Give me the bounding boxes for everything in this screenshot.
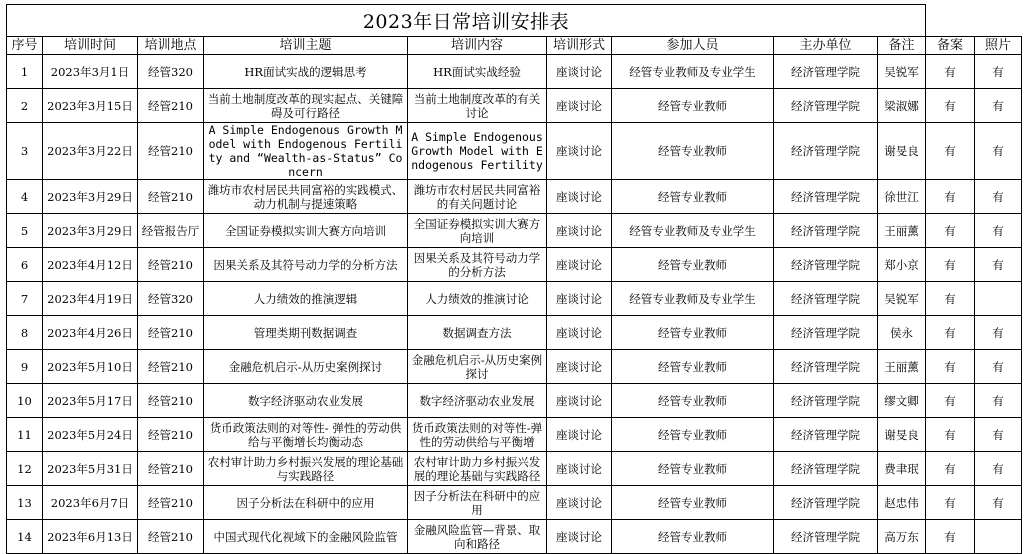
cell-date: 2023年6月7日 xyxy=(43,486,138,520)
cell-host: 经济管理学院 xyxy=(774,486,878,520)
cell-photo: 有 xyxy=(975,316,1022,350)
cell-photo: 有 xyxy=(975,452,1022,486)
cell-format: 座谈讨论 xyxy=(547,350,612,384)
cell-note: 高万东 xyxy=(878,520,926,554)
cell-note: 谢旻良 xyxy=(878,418,926,452)
header-no: 序号 xyxy=(7,37,43,55)
table-row xyxy=(7,418,1022,452)
cell-content: 当前土地制度改革的有关讨论 xyxy=(408,89,547,123)
header-topic: 培训主题 xyxy=(204,37,408,55)
cell-place: 经管210 xyxy=(138,384,204,418)
cell-record: 有 xyxy=(926,282,975,316)
header-photo: 照片 xyxy=(975,37,1022,55)
cell-host: 经济管理学院 xyxy=(774,316,878,350)
cell-host: 经济管理学院 xyxy=(774,123,878,180)
cell-participants: 经管专业教师 xyxy=(612,452,774,486)
cell-place: 经管320 xyxy=(138,282,204,316)
cell-content: 金融危机启示-从历史案例探讨 xyxy=(408,350,547,384)
cell-topic: 数字经济驱动农业发展 xyxy=(204,384,408,418)
cell-participants: 经管专业教师 xyxy=(612,418,774,452)
cell-place: 经管210 xyxy=(138,123,204,180)
cell-record: 有 xyxy=(926,89,975,123)
cell-photo: 有 xyxy=(975,418,1022,452)
cell-participants: 经管专业教师及专业学生 xyxy=(612,282,774,316)
cell-place: 经管210 xyxy=(138,486,204,520)
cell-note: 侯永 xyxy=(878,316,926,350)
cell-record: 有 xyxy=(926,55,975,89)
cell-content: HR面试实战经验 xyxy=(408,55,547,89)
cell-no: 4 xyxy=(7,180,43,214)
cell-date: 2023年4月19日 xyxy=(43,282,138,316)
cell-participants: 经管专业教师及专业学生 xyxy=(612,55,774,89)
table-row xyxy=(7,316,1022,350)
cell-participants: 经管专业教师及专业学生 xyxy=(612,214,774,248)
cell-participants: 经管专业教师 xyxy=(612,248,774,282)
cell-place: 经管210 xyxy=(138,452,204,486)
cell-host: 经济管理学院 xyxy=(774,214,878,248)
cell-host: 经济管理学院 xyxy=(774,384,878,418)
cell-note: 郑小京 xyxy=(878,248,926,282)
title-spacer xyxy=(926,5,975,37)
cell-note: 谢旻良 xyxy=(878,123,926,180)
cell-topic: 因果关系及其符号动力学的分析方法 xyxy=(204,248,408,282)
cell-note: 吴锐军 xyxy=(878,282,926,316)
cell-format: 座谈讨论 xyxy=(547,180,612,214)
table-row xyxy=(7,248,1022,282)
cell-content: 金融风险监管—背景、取向和路径 xyxy=(408,520,547,554)
header-content: 培训内容 xyxy=(408,37,547,55)
cell-topic: 人力绩效的推演逻辑 xyxy=(204,282,408,316)
cell-participants: 经管专业教师 xyxy=(612,486,774,520)
cell-content: 全国证券模拟实训大赛方向培训 xyxy=(408,214,547,248)
header-host: 主办单位 xyxy=(774,37,878,55)
cell-date: 2023年3月1日 xyxy=(43,55,138,89)
title-spacer xyxy=(975,5,1022,37)
cell-photo: 有 xyxy=(975,384,1022,418)
cell-format: 座谈讨论 xyxy=(547,452,612,486)
cell-date: 2023年5月10日 xyxy=(43,350,138,384)
cell-topic: 管理类期刊数据调查 xyxy=(204,316,408,350)
cell-photo: 有 xyxy=(975,486,1022,520)
cell-record: 有 xyxy=(926,520,975,554)
title-row xyxy=(7,5,1022,37)
cell-topic: 因子分析法在科研中的应用 xyxy=(204,486,408,520)
cell-no: 5 xyxy=(7,214,43,248)
table-row xyxy=(7,89,1022,123)
cell-no: 7 xyxy=(7,282,43,316)
cell-record: 有 xyxy=(926,486,975,520)
cell-record: 有 xyxy=(926,248,975,282)
cell-no: 3 xyxy=(7,123,43,180)
cell-host: 经济管理学院 xyxy=(774,282,878,316)
cell-topic: 金融危机启示-从历史案例探讨 xyxy=(204,350,408,384)
cell-topic: HR面试实战的逻辑思考 xyxy=(204,55,408,89)
cell-format: 座谈讨论 xyxy=(547,123,612,180)
cell-host: 经济管理学院 xyxy=(774,55,878,89)
header-date: 培训时间 xyxy=(43,37,138,55)
cell-record: 有 xyxy=(926,350,975,384)
training-schedule-table xyxy=(6,4,1022,554)
header-note: 备注 xyxy=(878,37,926,55)
cell-format: 座谈讨论 xyxy=(547,89,612,123)
cell-topic: 中国式现代化视域下的金融风险监管 xyxy=(204,520,408,554)
cell-content: 数字经济驱动农业发展 xyxy=(408,384,547,418)
cell-host: 经济管理学院 xyxy=(774,350,878,384)
cell-host: 经济管理学院 xyxy=(774,520,878,554)
cell-place: 经管320 xyxy=(138,55,204,89)
cell-photo xyxy=(975,520,1022,554)
cell-date: 2023年4月12日 xyxy=(43,248,138,282)
cell-date: 2023年5月31日 xyxy=(43,452,138,486)
table-row xyxy=(7,214,1022,248)
cell-note: 王丽薰 xyxy=(878,214,926,248)
cell-note: 费聿珉 xyxy=(878,452,926,486)
cell-date: 2023年4月26日 xyxy=(43,316,138,350)
table-row xyxy=(7,282,1022,316)
cell-format: 座谈讨论 xyxy=(547,214,612,248)
cell-content: 货币政策法则的对等性-弹性的劳动供给与平衡增 xyxy=(408,418,547,452)
header-format: 培训形式 xyxy=(547,37,612,55)
cell-photo: 有 xyxy=(975,180,1022,214)
cell-no: 10 xyxy=(7,384,43,418)
cell-topic: 当前土地制度改革的现实起点、关键障碍及可行路径 xyxy=(204,89,408,123)
cell-format: 座谈讨论 xyxy=(547,282,612,316)
cell-content: 因果关系及其符号动力学的分析方法 xyxy=(408,248,547,282)
cell-place: 经管210 xyxy=(138,248,204,282)
cell-participants: 经管专业教师 xyxy=(612,123,774,180)
cell-no: 8 xyxy=(7,316,43,350)
cell-topic: A Simple Endogenous Growth Model with Endogenous Fertility and “Wealth-as-Status” Concern xyxy=(204,123,408,180)
cell-host: 经济管理学院 xyxy=(774,89,878,123)
cell-place: 经管210 xyxy=(138,520,204,554)
cell-format: 座谈讨论 xyxy=(547,316,612,350)
table-row xyxy=(7,350,1022,384)
cell-record: 有 xyxy=(926,316,975,350)
header-row xyxy=(7,37,1022,55)
cell-format: 座谈讨论 xyxy=(547,486,612,520)
cell-topic: 货币政策法则的对等性- 弹性的劳动供给与平衡增长均衡动态 xyxy=(204,418,408,452)
cell-note: 吴锐军 xyxy=(878,55,926,89)
cell-note: 梁淑娜 xyxy=(878,89,926,123)
cell-record: 有 xyxy=(926,452,975,486)
table-row xyxy=(7,123,1022,180)
cell-format: 座谈讨论 xyxy=(547,384,612,418)
cell-record: 有 xyxy=(926,418,975,452)
cell-place: 经管210 xyxy=(138,418,204,452)
table-row xyxy=(7,520,1022,554)
cell-format: 座谈讨论 xyxy=(547,248,612,282)
table-title: 2023年日常培训安排表 xyxy=(7,5,926,37)
cell-content: 农村审计助力乡村振兴发展的理论基础与实践路径 xyxy=(408,452,547,486)
cell-no: 2 xyxy=(7,89,43,123)
cell-participants: 经管专业教师 xyxy=(612,520,774,554)
cell-no: 12 xyxy=(7,452,43,486)
cell-note: 缪文卿 xyxy=(878,384,926,418)
cell-record: 有 xyxy=(926,123,975,180)
cell-date: 2023年5月24日 xyxy=(43,418,138,452)
cell-host: 经济管理学院 xyxy=(774,180,878,214)
cell-record: 有 xyxy=(926,180,975,214)
cell-note: 徐世江 xyxy=(878,180,926,214)
cell-content: 因子分析法在科研中的应用 xyxy=(408,486,547,520)
cell-photo: 有 xyxy=(975,123,1022,180)
cell-no: 14 xyxy=(7,520,43,554)
cell-date: 2023年3月15日 xyxy=(43,89,138,123)
cell-content: 人力绩效的推演讨论 xyxy=(408,282,547,316)
table-row xyxy=(7,180,1022,214)
cell-content: A Simple Endogenous Growth Model with Endogenous Fertility xyxy=(408,123,547,180)
cell-record: 有 xyxy=(926,214,975,248)
cell-photo: 有 xyxy=(975,89,1022,123)
cell-topic: 农村审计助力乡村振兴发展的理论基础与实践路径 xyxy=(204,452,408,486)
cell-place: 经管210 xyxy=(138,180,204,214)
cell-photo xyxy=(975,282,1022,316)
cell-format: 座谈讨论 xyxy=(547,418,612,452)
cell-topic: 潍坊市农村居民共同富裕的实践模式、动力机制与提速策略 xyxy=(204,180,408,214)
cell-date: 2023年3月29日 xyxy=(43,180,138,214)
cell-photo: 有 xyxy=(975,214,1022,248)
cell-participants: 经管专业教师 xyxy=(612,350,774,384)
cell-date: 2023年6月13日 xyxy=(43,520,138,554)
cell-place: 经管报告厅 xyxy=(138,214,204,248)
cell-host: 经济管理学院 xyxy=(774,248,878,282)
cell-content: 数据调查方法 xyxy=(408,316,547,350)
cell-photo: 有 xyxy=(975,350,1022,384)
cell-note: 赵忠伟 xyxy=(878,486,926,520)
table-row xyxy=(7,452,1022,486)
cell-no: 13 xyxy=(7,486,43,520)
cell-date: 2023年3月22日 xyxy=(43,123,138,180)
cell-place: 经管210 xyxy=(138,350,204,384)
cell-note: 王丽薰 xyxy=(878,350,926,384)
table-row xyxy=(7,384,1022,418)
cell-host: 经济管理学院 xyxy=(774,418,878,452)
cell-date: 2023年3月29日 xyxy=(43,214,138,248)
cell-date: 2023年5月17日 xyxy=(43,384,138,418)
cell-photo: 有 xyxy=(975,55,1022,89)
cell-place: 经管210 xyxy=(138,89,204,123)
cell-no: 9 xyxy=(7,350,43,384)
cell-topic: 全国证券模拟实训大赛方向培训 xyxy=(204,214,408,248)
header-place: 培训地点 xyxy=(138,37,204,55)
table-row xyxy=(7,486,1022,520)
cell-participants: 经管专业教师 xyxy=(612,180,774,214)
cell-photo: 有 xyxy=(975,248,1022,282)
cell-participants: 经管专业教师 xyxy=(612,89,774,123)
cell-content: 潍坊市农村居民共同富裕的有关问题讨论 xyxy=(408,180,547,214)
cell-participants: 经管专业教师 xyxy=(612,316,774,350)
table-row xyxy=(7,55,1022,89)
cell-place: 经管210 xyxy=(138,316,204,350)
cell-no: 6 xyxy=(7,248,43,282)
cell-participants: 经管专业教师 xyxy=(612,384,774,418)
training-schedule-sheet xyxy=(6,4,1021,551)
header-record: 备案 xyxy=(926,37,975,55)
cell-format: 座谈讨论 xyxy=(547,55,612,89)
header-participants: 参加人员 xyxy=(612,37,774,55)
cell-no: 1 xyxy=(7,55,43,89)
cell-host: 经济管理学院 xyxy=(774,452,878,486)
cell-format: 座谈讨论 xyxy=(547,520,612,554)
cell-no: 11 xyxy=(7,418,43,452)
cell-record: 有 xyxy=(926,384,975,418)
